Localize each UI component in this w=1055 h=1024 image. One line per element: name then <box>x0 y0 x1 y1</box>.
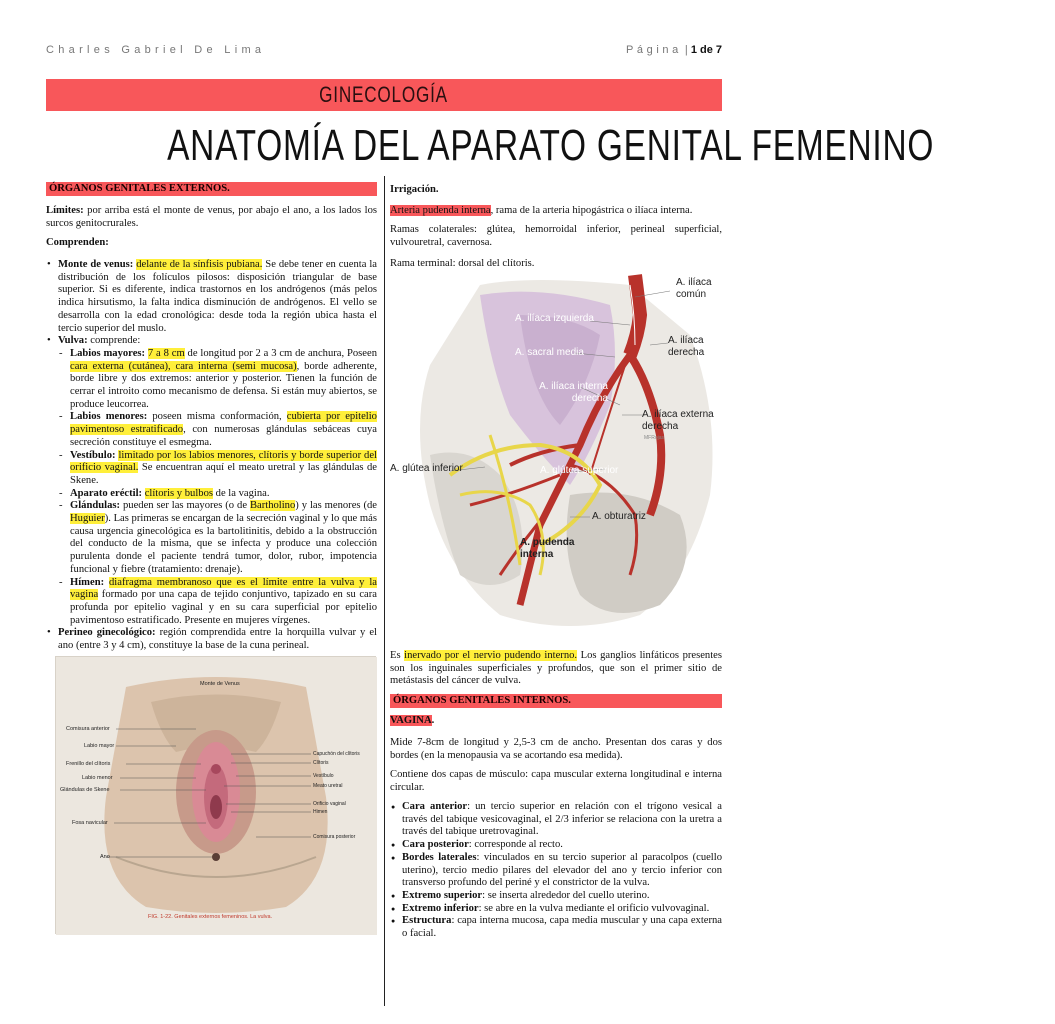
list-item-vulva <box>46 335 377 627</box>
limits-text: por arriba está el monte de venus, por abajo el ano, a los lados los surcos genitocrurales. <box>46 205 377 229</box>
list-item-aparato-erectil <box>58 488 377 501</box>
vagina-title-dot: . <box>431 715 435 726</box>
innervation-paragraph <box>390 650 722 688</box>
labios-mayores-hl1: 7 a 8 cm <box>147 347 185 359</box>
list-item-extremo-superior <box>390 890 722 903</box>
vagina-parts-list <box>390 801 722 941</box>
extremo-inferior-label: Extremo inferior <box>402 902 479 914</box>
subject-banner <box>46 79 722 111</box>
label-ano: Ano <box>100 854 110 860</box>
page-header <box>46 44 722 60</box>
glandulas-t2: ) y las menores (de <box>295 500 377 512</box>
label-iliaca-comun: A. ilíaca común <box>676 277 712 300</box>
list-item-himen <box>58 577 377 628</box>
extremo-superior-text: : se inserta alrededor del cuello uterino. <box>482 889 650 901</box>
list-item-monte <box>46 259 377 335</box>
perineo-label: Perineo ginecológico: <box>58 627 156 639</box>
list-item-perineo <box>46 627 377 652</box>
list-item-glandulas <box>58 500 377 576</box>
arteria-pudenda-hl: Arteria pudenda interna <box>390 205 491 216</box>
label-sacral-media: A. sacral media <box>515 347 584 358</box>
ramas-colaterales: Ramas colaterales: glútea, hemorroidal inferior, perineal superficial, vulvouretral, cavernosa. <box>390 224 722 248</box>
vestibulo-hl: limitado por los labios menores, clítoris y borde superior del orificio vaginal. <box>70 449 377 474</box>
author-name: Charles Gabriel De Lima <box>46 44 266 56</box>
estructura-label: Estructura <box>402 915 452 927</box>
list-item-vestibulo <box>58 450 377 488</box>
label-pudenda-interna: A. pudenda interna <box>520 537 575 560</box>
page-separator: | <box>684 44 688 56</box>
glandulas-bartholino: Bartholino <box>249 500 296 512</box>
column-divider <box>384 176 385 1006</box>
comprenden-heading <box>46 237 377 250</box>
label-clitoris: Clítoris <box>313 760 329 766</box>
label-capuchon: Capuchón del clítoris <box>313 751 360 757</box>
page-indicator <box>626 44 722 57</box>
figure-caption: FIG. 1-22. Genitales externos femeninos. La vulva. <box>148 914 273 920</box>
labios-mayores-t1: de longitud por 2 a 3 cm de anchura, Poseen <box>184 347 377 359</box>
label-obturatriz: A. obturatriz <box>592 511 646 522</box>
label-glutea-inferior: A. glútea inferior <box>390 463 463 474</box>
glandulas-t3: ). Las primeras se encargan de la secreción vaginal y lo que más causa urgencia ginecológica es la bartolitinitis, debido a la obstrucción del conducto de la misma, que se infecta y produce una colección purulenta donde el paciente tendrá tumor, dolor, rubor, impotencia funcional y fiebre (tratamiento: drenaje). <box>70 513 377 575</box>
label-comisura-posterior: Comisura posterior <box>313 834 356 840</box>
page-label: Página <box>625 44 682 56</box>
aparato-erectil-label: Aparato eréctil: <box>70 487 143 499</box>
label-iliaca-derecha: A. ilíaca derecha <box>668 335 705 358</box>
vulva-illustration <box>56 657 377 935</box>
labios-mayores-label: Labios mayores: <box>70 347 146 359</box>
label-labio-menor: Labio menor <box>82 775 113 781</box>
labios-menores-t2: , con numerosas glándulas sebáceas cuya secreción constituye el esmegma. <box>70 424 377 448</box>
extremo-inferior-text: : se abre en la vulva mediante el orificio vulvovaginal. <box>478 902 710 914</box>
label-meato: Meato uretral <box>313 783 343 789</box>
vestibulo-text: Se encuentran aquí el meato uretral y las glándulas de Skene. <box>70 462 377 486</box>
vulva-figure <box>55 656 376 934</box>
list-item-labios-menores <box>58 411 377 449</box>
himen-text: formado por una capa de tejido conjuntivo, tapizado en su cara profunda por epitelio vaginal y en su cara superficial por epitelio pavimentoso estratificado. Presente en mujeres vírgenes. <box>70 589 377 626</box>
figure-credit: MFRojas <box>644 435 665 441</box>
labios-menores-t1: poseen misma conformación, <box>147 411 287 423</box>
monte-label: Monte de venus: <box>58 259 134 270</box>
label-iliaca-interna: A. ilíaca interna derecha <box>539 381 608 404</box>
himen-label: Hímen: <box>70 576 105 588</box>
label-monte-venus: Monte de Venus <box>200 681 240 687</box>
monte-text: Se debe tener en cuenta la distribución de los folículos pilosos: disposición triangular de base superior. Si es diferente, indica trastornos en los andrógenos (más pelos indica hirsutismo, la falta indica disminución de andrógenos. El vello se desarrolla con la edad cronológica: desde toda la región ubica hasta el tercio superior del muslo. <box>58 259 377 334</box>
list-item-cara-posterior <box>390 839 722 852</box>
aparato-erectil-hl: clítoris y bulbos <box>144 487 213 499</box>
label-glandulas-skene: Glándulas de Skene <box>60 787 110 793</box>
label-labio-mayor: Labio mayor <box>84 743 115 749</box>
limits-label: Límites: <box>46 205 84 216</box>
vagina-heading <box>390 715 722 728</box>
aparato-erectil-text: de la vagina. <box>213 487 270 499</box>
list-item-extremo-inferior <box>390 903 722 916</box>
vagina-muscle-layers: Contiene dos capas de músculo: capa muscular externa longitudinal e interna circular. <box>390 769 722 793</box>
section-heading-internal: ÓRGANOS GENITALES INTERNOS. <box>390 694 722 708</box>
glandulas-t1: pueden ser las mayores (o de <box>120 500 250 512</box>
external-organs-list <box>46 259 377 653</box>
section-heading-external: ÓRGANOS GENITALES EXTERNOS. <box>46 182 377 196</box>
vestibulo-label: Vestíbulo: <box>70 449 116 461</box>
innervation-t1: Es <box>390 650 405 661</box>
list-item-labios-mayores <box>58 348 377 412</box>
vagina-measurements: Mide 7-8cm de longitud y 2,5-3 cm de ancho. Presentan dos caras y dos bordes (en la menopausia va se acortando esa medida). <box>390 737 722 761</box>
label-comisura-anterior: Comisura anterior <box>66 726 110 732</box>
himen-hl: diafragma membranoso que es el límite entre la vulva y la vagina <box>70 576 377 601</box>
subject-title: GINECOLOGÍA <box>319 82 449 107</box>
cara-posterior-label: Cara posterior <box>402 839 469 851</box>
page-title-text: ANATOMÍA DEL APARATO GENITAL FEMENINO <box>167 121 935 170</box>
label-vestibulo: Vestíbulo <box>313 773 334 779</box>
label-iliaca-externa: A. ilíaca externa derecha <box>642 409 714 432</box>
rama-terminal: Rama terminal: dorsal del clítoris. <box>390 258 535 269</box>
bordes-laterales-label: Bordes laterales <box>402 851 477 863</box>
limits-paragraph <box>46 205 377 230</box>
cara-posterior-text: : corresponde al recto. <box>468 839 563 851</box>
page-number: 1 de 7 <box>690 44 722 56</box>
vagina-title: VAGINA <box>390 715 432 726</box>
comprenden-label: Comprenden: <box>46 237 109 248</box>
pelvis-illustration <box>390 275 722 637</box>
innervation-hl: inervado por el nervio pudendo interno. <box>404 650 578 661</box>
glandulas-label: Glándulas: <box>70 500 121 512</box>
cara-anterior-label: Cara anterior <box>402 801 468 812</box>
labios-menores-label: Labios menores: <box>70 411 148 423</box>
extremo-superior-label: Extremo superior <box>402 889 483 901</box>
label-frenillo: Frenillo del clítoris <box>66 761 111 767</box>
pelvis-arteries-figure <box>390 275 722 637</box>
innervation-t2: Los ganglios linfáticos presentes son los inguinales superficiales y profundos, que son el primer sitio de metástasis del cáncer de vulva. <box>390 650 722 687</box>
label-orificio-vaginal: Orificio vaginal <box>313 801 346 807</box>
irrigation-text: , rama de la arteria hipogástrica o ilíaca interna. <box>490 205 693 216</box>
glandulas-huguier: Huguier <box>70 513 105 525</box>
list-item-bordes-laterales <box>390 852 722 890</box>
labios-menores-hl: cubierta por epitelio pavimentoso estratificado <box>70 411 377 436</box>
irrigation-paragraph <box>390 205 722 218</box>
estructura-text: : capa interna mucosa, capa media muscular y una capa externa o facial. <box>402 915 722 940</box>
label-glutea-superior: A. glútea superior <box>540 465 619 476</box>
cara-anterior-text: : un tercio superior en relación con el trígono vesical a través del tabique vesicovaginal, el 2/3 inferior se relaciona con la uretra a través del tabique uretrovaginal. <box>402 801 722 838</box>
label-iliaca-izquierda: A. ilíaca izquierda <box>515 313 594 324</box>
label-fosa-navicular: Fosa navicular <box>72 820 108 826</box>
label-himen: Himen <box>313 809 328 815</box>
labios-mayores-hl2: cara externa (cutánea), cara interna (semi mucosa) <box>70 360 297 372</box>
list-item-estructura <box>390 915 722 940</box>
perineo-text: región comprendida entre la horquilla vulvar y el ano (entre 3 y 4 cm), constituye la base de la cuna perineal. <box>58 627 378 652</box>
vulva-label: Vulva: <box>58 335 88 347</box>
bordes-laterales-text: : vinculados en su tercio superior al paracolpos (cuello uterino), tercio medio pilares del elevador del ano y tercio inferior con transverso profundo del periné y el constrictor de la vulva. <box>402 851 722 889</box>
list-item-cara-anterior <box>390 801 722 839</box>
vulva-text: comprende: <box>87 335 141 347</box>
irrigation-title: Irrigación. <box>390 184 439 195</box>
irrigation-heading <box>390 184 722 197</box>
page-title <box>46 118 935 174</box>
monte-highlight: delante de la sínfisis pubiana. <box>136 259 263 270</box>
labios-mayores-t2: , borde adherente, borde libre y dos extremos: anterior y posterior. Tienen la función de cerrar el introito como mecanismo de defensa. Si están muy abiertos, se produce leucorrea. <box>70 360 377 410</box>
